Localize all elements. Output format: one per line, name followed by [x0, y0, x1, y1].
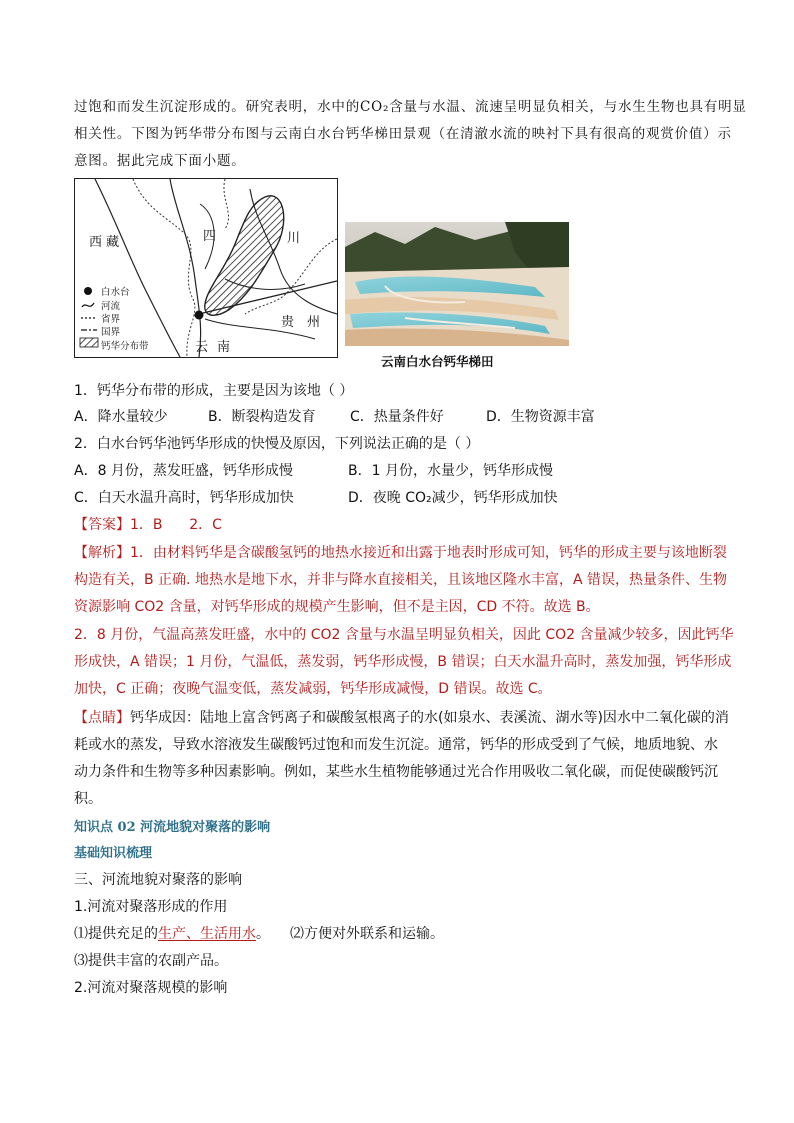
legend-national-border: 国界: [101, 327, 121, 338]
analysis-text-1: 1．由材料钙华是含碳酸氢钙的地热水接近和出露于地表时形成可知，钙华的形成主要与该地断裂: [130, 545, 727, 561]
item1-fill-blank: 生产、生活用水: [158, 926, 256, 942]
section-item-3: ⑶提供丰富的农副产品。: [74, 953, 228, 969]
section-heading-basics: 基础知识梳理: [74, 846, 153, 861]
terrace-photo: [345, 222, 569, 346]
section-s1: 1.河流对聚落形成的作用: [74, 899, 228, 915]
section-item-1: [74, 923, 270, 943]
q2-option-b: B．1 月份，水量少，钙华形成慢: [348, 463, 553, 479]
note-text-1: 钙华成因：陆地上富含钙离子和碳酸氢根离子的水(如泉水、表溪流、湖水等)因水中二氧化碳的消: [130, 710, 729, 726]
note-line-2: 耗或水的蒸发，导致水溶液发生碳酸钙过饱和而发生沉淀。通常，钙华的形成受到了气候，地质地貌、水: [74, 737, 718, 753]
q2-option-c: C．白天水温升高时，钙华形成加快: [74, 490, 294, 506]
analysis-line-4: 2．8 月份，气温高蒸发旺盛，水中的 CO2 含量与水温呈明显负相关，因此 CO2 含量减少较多，因此钙华: [74, 627, 734, 643]
section-item-2: ⑵方便对外联系和运输。: [290, 926, 444, 942]
section-h3: 三、河流地貌对聚落的影响: [74, 872, 242, 888]
q2-stem: 2．白水台钙华池钙华形成的快慢及原因，下列说法正确的是（ ）: [74, 436, 480, 452]
legend-province-border: 省界: [101, 314, 121, 325]
analysis-line-5: 形成快，A 错误；1 月份，气温低，蒸发弱，钙华形成慢，B 错误；白天水温升高时，蒸发加强，钙华形成: [74, 654, 732, 670]
q1-option-d: D．生物资源丰富: [486, 409, 595, 425]
map-label-yun: 云: [195, 340, 209, 355]
note-tag: 【点睛】: [74, 710, 130, 726]
answer-line: [74, 514, 222, 534]
legend-baishuitai: 白水台: [101, 287, 130, 298]
note-line-1: [74, 707, 729, 727]
map-label-xizang: 西 藏: [89, 235, 120, 250]
q2-option-d: D．夜晚 CO₂减少，钙华形成加快: [348, 490, 558, 506]
map-label-zhou: 州: [307, 315, 321, 330]
analysis-line-1: [74, 542, 727, 562]
legend-river: 河流: [101, 301, 121, 312]
calcification-distribution-map: [74, 178, 338, 358]
q1-option-c: C．热量条件好: [350, 409, 444, 425]
q1-option-b: B．断裂构造发育: [208, 409, 316, 425]
photo-caption: 云南白水台钙华梯田: [381, 354, 494, 369]
item1-suffix: 。: [256, 926, 270, 942]
q2-option-a: A．8 月份，蒸发旺盛，钙华形成慢: [74, 463, 293, 479]
q1-option-a: A．降水量较少: [74, 409, 168, 425]
map-label-gui: 贵: [281, 315, 295, 330]
map-label-nan: 南: [217, 340, 231, 355]
intro-line-1: 过饱和而发生沉淀形成的。研究表明，水中的CO₂含量与水温、流速呈明显负相关，与水生生物也具有明显: [74, 99, 747, 115]
intro-line-3: 意图。据此完成下面小题。: [74, 153, 246, 169]
item1-prefix: ⑴提供充足的: [74, 926, 158, 942]
note-line-3: 动力条件和生物等多种因素影响。例如，某些水生植物能够通过光合作用吸收二氧化碳，而促使碳酸钙沉: [74, 764, 718, 780]
section-heading-knowledge-point: 知识点 02 河流地貌对聚落的影响: [74, 820, 271, 835]
q1-stem: 1．钙华分布带的形成，主要是因为该地（ ）: [74, 383, 354, 399]
analysis-tag: 【解析】: [74, 545, 130, 561]
map-label-chuan: 川: [287, 231, 301, 246]
note-line-4: 积。: [74, 791, 102, 807]
analysis-line-2: 构造有关，B 正确. 地热水是地下水，并非与降水直接相关，且该地区隆水丰富，A 错误，热量条件、生物: [74, 572, 727, 588]
answer-tag: 【答案】: [74, 517, 130, 533]
legend-calcification-belt: 钙华分布带: [101, 341, 149, 352]
analysis-line-3: 资源影响 CO2 含量，对钙华形成的规模产生影响，但不是主因，CD 不符。故选 B。: [74, 599, 600, 615]
section-s2: 2.河流对聚落规模的影响: [74, 980, 228, 996]
answer-text: 1．B 2．C: [130, 517, 222, 533]
map-label-si: 四: [203, 229, 217, 244]
analysis-line-6: 加快，C 正确；夜晚气温变低，蒸发减弱，钙华形成减慢，D 错误。故选 C。: [74, 681, 552, 697]
intro-line-2: 相关性。下图为钙华带分布图与云南白水台钙华梯田景观（在清澈水流的映衬下具有很高的观赏价值）示: [74, 126, 732, 142]
